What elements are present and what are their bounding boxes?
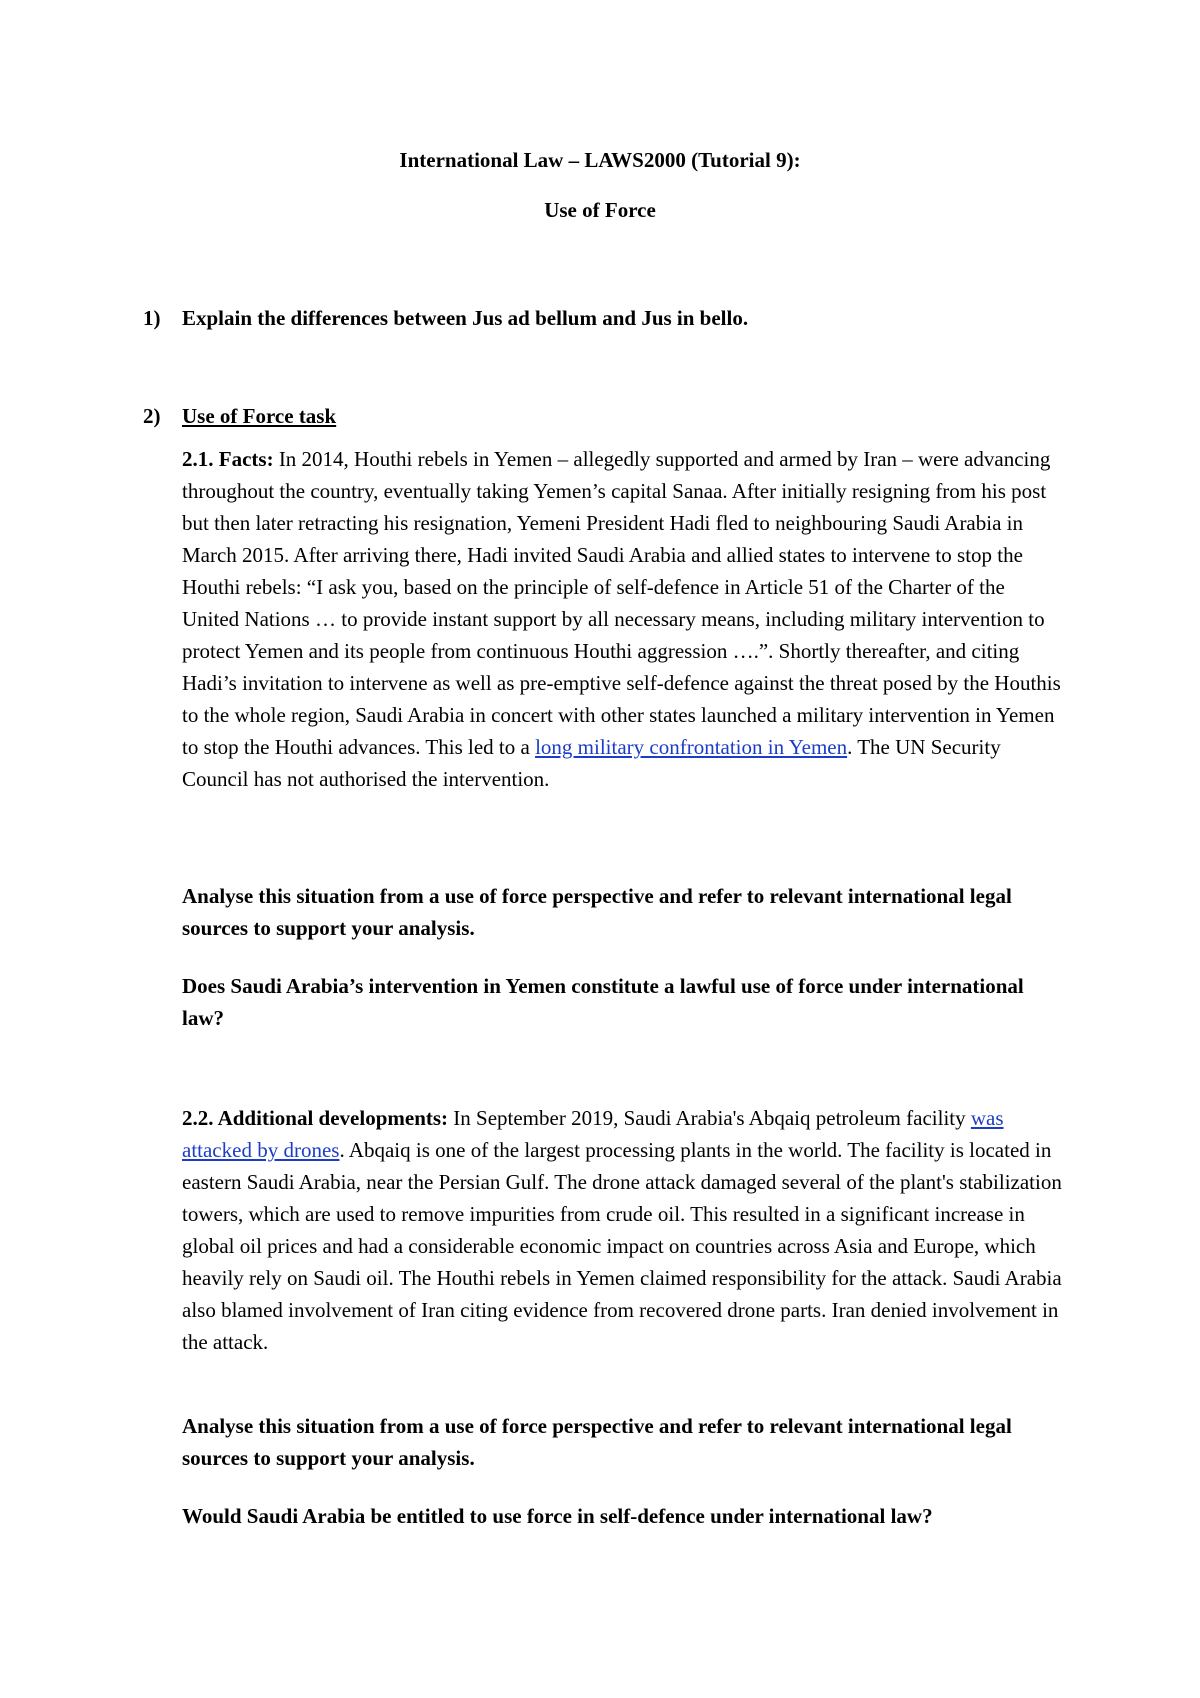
question-2-heading: Use of Force task — [182, 404, 337, 428]
task-2-analyse-instruction: Analyse this situation from a use of force perspective and refer to relevant international legal sources to support your analysis. — [182, 1414, 1012, 1470]
developments-text-end: . Abqaiq is one of the largest processing plants in the world. The facility is located in eastern Saudi Arabia, near the Persian Gulf. The drone attack damaged several of the plant's stabilization towers, which are used to remove impurities from crude oil. This resulted in a significant increase in global oil prices and had a considerable economic impact on countries across Asia and Europe, which heavily rely on Saudi oil. The Houthi rebels in Yemen claimed responsibility for the attack. Saudi Arabia also blamed involvement of Iran citing evidence from recovered drone parts. Iran denied involvement in the attack. — [182, 1138, 1062, 1354]
task-1-analyse-instruction: Analyse this situation from a use of force perspective and refer to relevant international legal sources to support your analysis. — [182, 884, 1012, 940]
document-title: International Law – LAWS2000 (Tutorial 9): — [399, 148, 801, 172]
task-2-question: Would Saudi Arabia be entitled to use force in self-defence under international law? — [182, 1504, 933, 1528]
yemen-confrontation-link[interactable]: long military confrontation in Yemen — [535, 735, 848, 759]
facts-text: In 2014, Houthi rebels in Yemen – allegedly supported and armed by Iran – were advancing throughout the country, eventually taking Yemen’s capital Sanaa. After initially resigning from his post but then later retracting his resignation, Yemeni President Hadi fled to neighbouring Saudi Arabia in March 2015. After arriving there, Hadi invited Saudi Arabia and allied states to intervene to stop the Houthi rebels: “I ask you, based on the principle of self-defence in Article 51 of the Charter of the United Nations … to provide instant support by all necessary means, including military intervention to protect Yemen and its people from continuous Houthi aggression ….”. Shortly thereafter, and citing Hadi’s invitation to intervene as well as pre-emptive self-defence against the threat posed by the Houthis to the whole region, Saudi Arabia in concert with other states launched a military intervention in Yemen to stop the Houthi advances. This led to a — [182, 447, 1061, 759]
developments-label: 2.2. Additional developments: — [182, 1106, 449, 1130]
facts-label: 2.1. Facts: — [182, 447, 274, 471]
document-subtitle: Use of Force — [544, 198, 656, 222]
facts-paragraph — [182, 443, 1062, 795]
developments-text: In September 2019, Saudi Arabia's Abqaiq petroleum facility — [448, 1106, 971, 1130]
question-1-text: Explain the differences between Jus ad bellum and Jus in bello. — [182, 306, 749, 330]
facts-text-end: . The UN Security Council has not authorised the intervention. — [182, 735, 1001, 791]
task-1-question: Does Saudi Arabia’s intervention in Yemen constitute a lawful use of force under international law? — [182, 974, 1024, 1030]
developments-paragraph — [182, 1102, 1062, 1358]
drone-attack-link[interactable]: was attacked by drones — [182, 1106, 1004, 1162]
question-1-number: 1) — [143, 306, 161, 330]
question-2-number: 2) — [143, 404, 161, 428]
